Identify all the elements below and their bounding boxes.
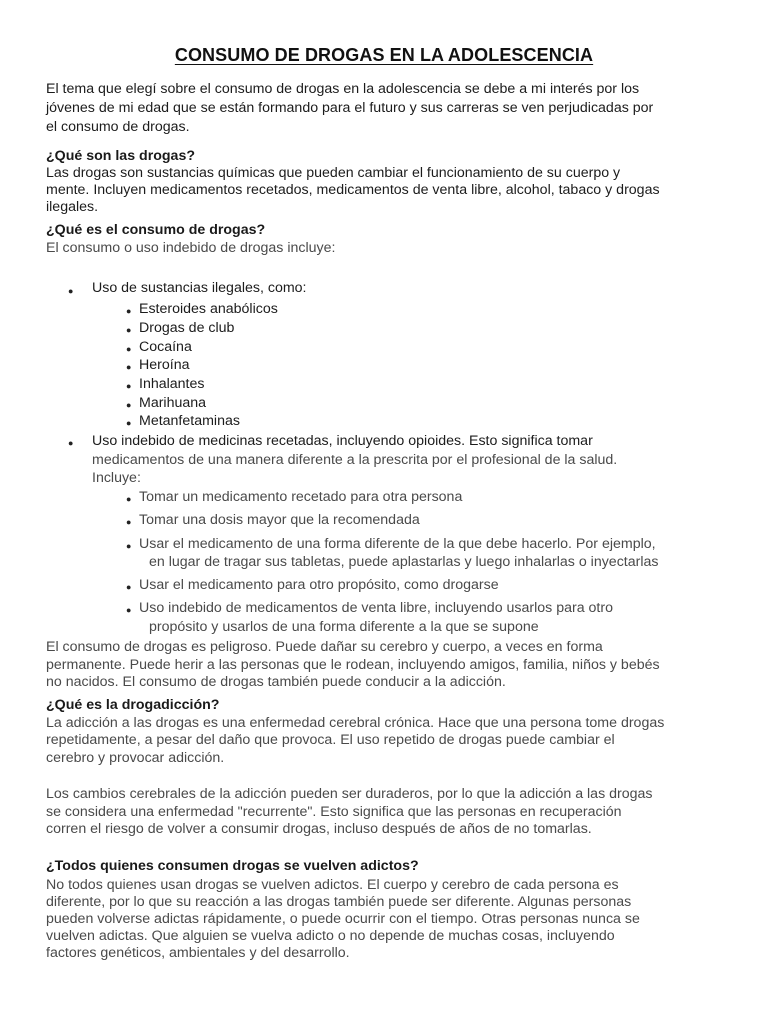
bullet-dot: ●	[68, 438, 74, 448]
section1-line: ilegales.	[46, 199, 99, 215]
bullet-dot: ●	[126, 418, 132, 428]
section1-line: Las drogas son sustancias químicas que pueden cambiar el funcionamiento de su cuerpo y	[46, 165, 621, 181]
bullet-dot: ●	[126, 541, 132, 551]
bullet-dot: ●	[126, 517, 132, 527]
misuse-item: Usar el medicamento para otro propósito, como drogarse	[139, 577, 499, 593]
section4-line: diferente, por lo que su reacción a las drogas también puede ser diferente. Algunas personas	[46, 894, 632, 910]
section4-line: factores genéticos, ambientales y del desarrollo.	[46, 945, 350, 961]
section3-line: se considera una enfermedad "recurrente". Esto significa que las personas en recuperación	[46, 804, 622, 820]
bullet-dot: ●	[126, 362, 132, 372]
intro-line: jóvenes de mi edad que se están formando para el futuro y sus carreras se ven perjudicadas por	[46, 100, 654, 116]
section4-line: vuelven adictas. Que alguien se vuelva adicto o no depende de muchas cosas, incluyendo	[46, 928, 615, 944]
intro-line: El tema que elegí sobre el consumo de drogas en la adolescencia se debe a mi interés por los	[46, 81, 640, 97]
conclusion-line: El consumo de drogas es peligroso. Puede dañar su cerebro y cuerpo, a veces en forma	[46, 639, 603, 655]
section3-line: repetidamente, a pesar del daño que provoca. El uso repetido de drogas puede cambiar el	[46, 732, 615, 748]
section4-line: pueden volverse adictas rápidamente, o puede ocurrir con el tiempo. Otras personas nunca se	[46, 911, 640, 927]
substance-item: Inhalantes	[139, 376, 205, 392]
section-heading-consumption: ¿Qué es el consumo de drogas?	[46, 222, 266, 238]
misuse-continuation: propósito y usarlos de una forma diferente a la que se supone	[149, 619, 539, 635]
bullet-continuation: Incluye:	[92, 470, 141, 486]
bullet-continuation: medicamentos de una manera diferente a la prescrita por el profesional de la salud.	[92, 452, 618, 468]
bullet-illegal-substances: Uso de sustancias ilegales, como:	[92, 280, 307, 296]
section-heading-everyone-addicted: ¿Todos quienes consumen drogas se vuelven adictos?	[46, 858, 419, 874]
section3-line: corren el riesgo de volver a consumir drogas, incluso después de años de no tomarlas.	[46, 821, 592, 837]
bullet-dot: ●	[126, 325, 132, 335]
substance-item: Heroína	[139, 357, 190, 373]
substance-item: Marihuana	[139, 395, 207, 411]
section2-intro: El consumo o uso indebido de drogas incluye:	[46, 240, 336, 256]
section-heading-addiction: ¿Qué es la drogadicción?	[46, 697, 220, 713]
substance-item: Esteroides anabólicos	[139, 301, 278, 317]
bullet-dot: ●	[126, 494, 132, 504]
bullet-prescription-misuse: Uso indebido de medicinas recetadas, incluyendo opioides. Esto significa tomar	[92, 433, 593, 449]
misuse-continuation: en lugar de tragar sus tabletas, puede aplastarlas y luego inhalarlas o inyectarlas	[149, 554, 659, 570]
substance-item: Metanfetaminas	[139, 413, 240, 429]
section3-line: La adicción a las drogas es una enfermedad cerebral crónica. Hace que una persona tome drogas	[46, 715, 665, 731]
bullet-dot: ●	[126, 400, 132, 410]
section1-line: mente. Incluyen medicamentos recetados, medicamentos de venta libre, alcohol, tabaco y drogas	[46, 182, 660, 198]
misuse-item: Tomar una dosis mayor que la recomendada	[139, 512, 420, 528]
bullet-dot: ●	[68, 286, 74, 296]
document-title: CONSUMO DE DROGAS EN LA ADOLESCENCIA	[174, 45, 594, 65]
bullet-dot: ●	[126, 381, 132, 391]
substance-item: Drogas de club	[139, 320, 235, 336]
section-heading-drugs: ¿Qué son las drogas?	[46, 148, 195, 164]
conclusion-line: permanente. Puede herir a las personas que le rodean, incluyendo amigos, familia, niños y bebés	[46, 657, 660, 673]
conclusion-line: no nacidos. El consumo de drogas también puede conducir a la adicción.	[46, 674, 506, 690]
bullet-dot: ●	[126, 306, 132, 316]
bullet-dot: ●	[126, 344, 132, 354]
misuse-item: Tomar un medicamento recetado para otra persona	[139, 489, 463, 505]
misuse-item: Uso indebido de medicamentos de venta libre, incluyendo usarlos para otro	[139, 600, 613, 616]
substance-item: Cocaína	[139, 339, 192, 355]
section3-line: cerebro y provocar adicción.	[46, 750, 225, 766]
section4-line: No todos quienes usan drogas se vuelven adictos. El cuerpo y cerebro de cada persona es	[46, 877, 619, 893]
bullet-dot: ●	[126, 582, 132, 592]
intro-line: el consumo de drogas.	[46, 119, 190, 135]
misuse-item: Usar el medicamento de una forma diferente de la que debe hacerlo. Por ejemplo,	[139, 536, 656, 552]
section3-line: Los cambios cerebrales de la adicción pueden ser duraderos, por lo que la adicción a las drogas	[46, 786, 653, 802]
bullet-dot: ●	[126, 605, 132, 615]
